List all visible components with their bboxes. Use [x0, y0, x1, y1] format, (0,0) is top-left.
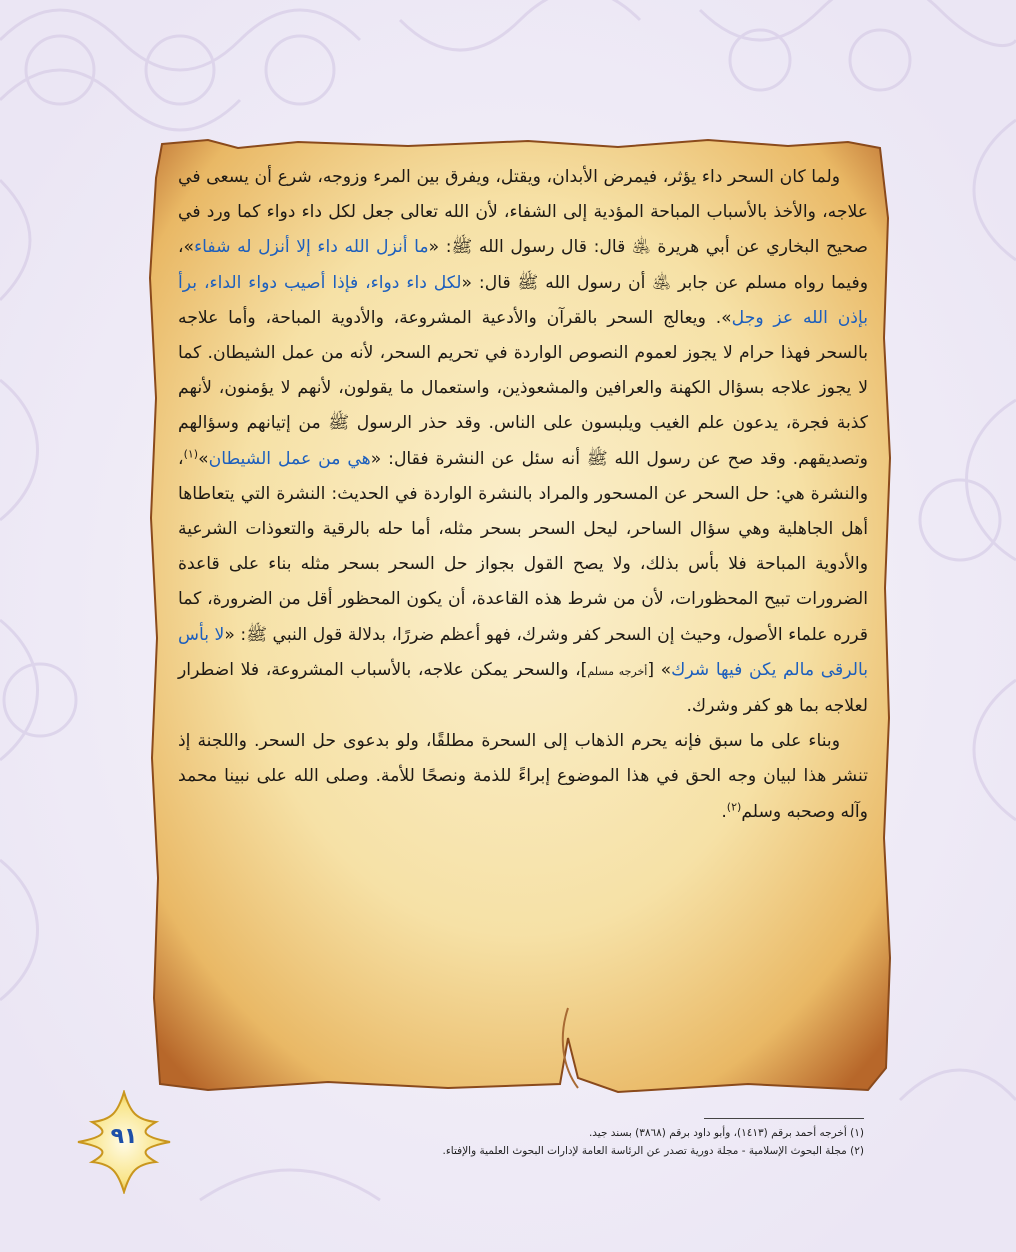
text-run: .: [721, 801, 727, 822]
text-run: ». ويعالج السحر بالقرآن والأدعية المشروعة، والأدوية المباحة، وأما علاجه بالسحر فهذا حرام لا يجوز لعموم النصوص الواردة في تحريم السحر، لأنه من عمل الشيطان. كما لا يجوز علاجه بسؤال الكهنة والعرافين والمشعوذين، واستعمال ما يقولون، لأنهم لا يؤمنون، لأنهم كذبة فجرة، يدعون علم الغيب ويلبسون على الناس. وقد حذر الرسول ﷺ من إتيانهم وسؤالهم وتصديقهم. وقد صح عن رسول الله ﷺ أنه سئل عن النشرة فقال: «: [178, 307, 868, 469]
hadith-quote: لكل داء دواء، فإذا أصيب دواء الداء، برأ بإذن الله عز وجل: [178, 272, 868, 328]
text-run: ولما كان السحر داء يؤثر، فيمرض الأبدان، ويقتل، ويفرق بين المرء وزوجه، شرع أن يسعى في علاجه، والأخذ بالأسباب المباحة المؤدية إلى الشفاء، لأن الله تعالى جعل لكل داء دواء كما ورد في صحيح البخاري عن أبي هريرة ﵁ قال: قال رسول الله ﷺ: «: [178, 167, 868, 258]
hadith-source: أخرجه مسلم: [587, 664, 648, 678]
text-run: »: [198, 448, 209, 469]
footnote-item: (٢) مجلة البحوث الإسلامية - مجلة دورية تصدر عن الرئاسة العامة لإدارات البحوث العلمية والإفتاء.: [442, 1145, 864, 1157]
text-run: ، والنشرة هي: حل السحر عن المسحور والمراد بالنشرة الواردة في الحديث: النشرة التي يتعاطاها أهل الجاهلية وهي سؤال الساحر، ليحل السحر بسحر مثله، أما حله بالرقية والتعوذات الشرعية والأدوية المباحة فلا بأس بذلك، ولا يصح القول بجواز حل السحر بسحر مثله بناء على قاعدة الضرورات تبيح المحظورات، لأن من شرط هذه القاعدة، أن يكون المحظور أقل من الضرورة، كما قرره علماء الأصول، وحيث إن السحر كفر وشرك، فهو أعظم ضررًا، بدلالة قول النبي ﷺ: «: [178, 448, 868, 645]
footnote-item: (١) أخرجه أحمد برقم (١٤١٣)، وأبو داود برقم (٣٨٦٨) بسند جيد.: [588, 1127, 864, 1139]
paragraph-2: [178, 724, 868, 830]
text-run: وبناء على ما سبق فإنه يحرم الذهاب إلى السحرة مطلقًا، ولو بدعوى حل السحر. واللجنة إذ تنشر هذا لبيان وجه الحق في هذا الموضوع إبراءً للذمة ونصحًا للأمة. وصلى الله على نبينا محمد وآله وصحبه وسلم: [178, 731, 868, 822]
footnote-divider: [704, 1118, 864, 1119]
text-run: »، وفيما رواه مسلم عن جابر ﵁ أن رسول الله ﷺ قال: «: [178, 237, 868, 293]
page-number: ٩١: [110, 1124, 138, 1149]
text-run: » [: [647, 659, 672, 680]
article-body: [178, 160, 868, 830]
hadith-quote: ما أنزل الله داء إلا أنزل له شفاء: [194, 237, 429, 258]
paragraph-1: [178, 160, 868, 724]
hadith-quote: هي من عمل الشيطان: [208, 448, 371, 469]
footnote-marker: (١): [183, 446, 199, 460]
footnotes: [442, 1124, 864, 1160]
footnote-marker: (٢): [726, 799, 742, 813]
text-run: ]، والسحر يمكن علاجه، بالأسباب المشروعة، فلا اضطرار لعلاجه بما هو كفر وشرك.: [178, 659, 868, 717]
hadith-quote: لا بأس بالرقى مالم يكن فيها شرك: [178, 624, 868, 680]
